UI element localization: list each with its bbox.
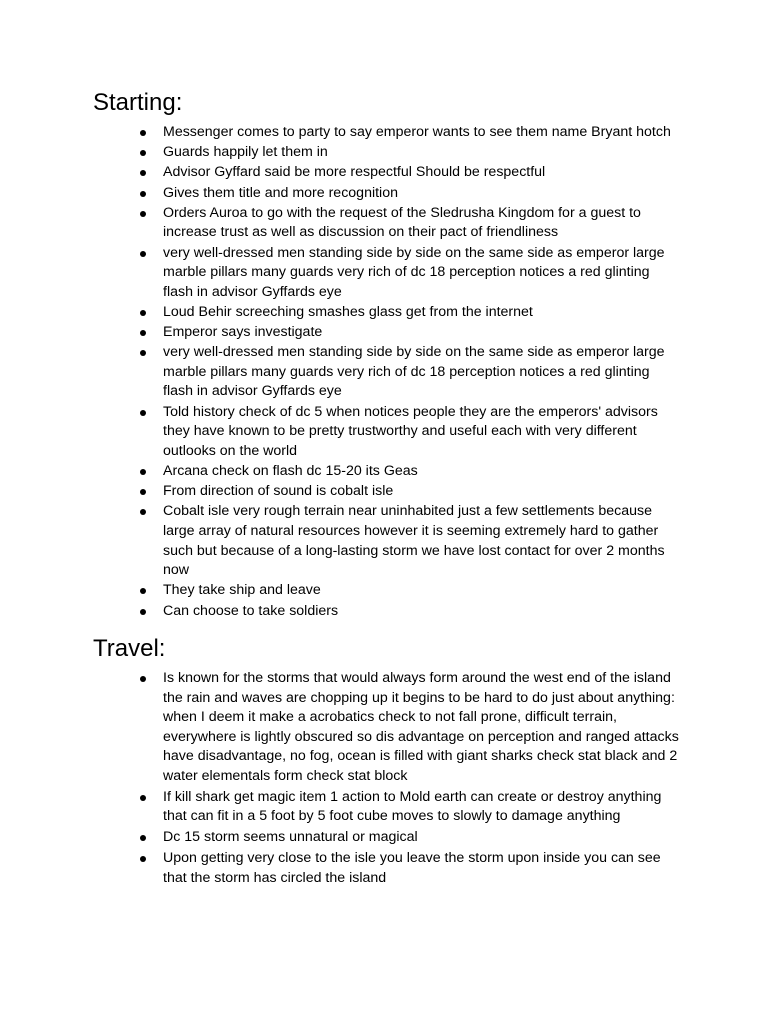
bullet-icon (140, 795, 146, 801)
list-item-text: Upon getting very close to the isle you leave the storm upon inside you can see that the storm has circled the island (163, 849, 661, 886)
list-item (93, 669, 693, 787)
list-item (93, 482, 693, 502)
bullet-icon (140, 856, 146, 862)
list-item-text: Told history check of dc 5 when notices people they are the emperors' advisors they have known to be pretty trustworthy and useful each with very different outlooks on the world (163, 403, 658, 459)
list-item (93, 403, 693, 462)
section-travel (93, 634, 693, 889)
list-item (93, 502, 693, 580)
bullet-icon (140, 310, 146, 316)
list-item (93, 849, 693, 888)
bullet-icon (140, 350, 146, 356)
bullet-icon (140, 410, 146, 416)
list-item (93, 303, 693, 323)
list-item-text: If kill shark get magic item 1 action to Mold earth can create or destroy anything that can fit in a 5 foot by 5 foot cube moves to slowly to damage anything (163, 788, 662, 825)
bullet-icon (140, 509, 146, 515)
list-item-text: Advisor Gyffard said be more respectful Should be respectful (163, 164, 546, 181)
list-item (93, 123, 693, 143)
list-item-text: Messenger comes to party to say emperor wants to see them name Bryant hotch (163, 124, 671, 140)
list-item (93, 244, 693, 303)
bullet-list-starting (93, 123, 693, 621)
list-item-text: Arcana check on flash dc 15-20 its Geas (163, 463, 418, 480)
list-item-text: Orders Auroa to go with the request of the Sledrusha Kingdom for a guest to increase trust as well as discussion on their pact of friendliness (163, 204, 641, 241)
section-heading-starting: Starting: (93, 89, 183, 116)
list-item-text: Is known for the storms that would always form around the west end of the island the rain and waves are chopping up it begins to be hard to do just about anything: when I deem it make a acrobatics check to not fall prone, difficult terrain, everywhere is lightly obscured so dis advantage on perception and ranged attacks have disadvantage, no fog, ocean is filled with giant sharks check stat black and 2 water elementals form check stat block (163, 670, 679, 784)
list-item (93, 143, 693, 163)
section-heading-travel: Travel: (93, 635, 166, 662)
bullet-icon (140, 251, 146, 257)
list-item-text: very well-dressed men standing side by side on the same side as emperor large marble pillars many guards very rich of dc 18 perception notices a red glinting flash in advisor Gyffards eye (163, 344, 665, 400)
list-item-text: Emperor says investigate (163, 324, 323, 341)
list-item-text: Cobalt isle very rough terrain near uninhabited just a few settlements because large array of natural resources however it is seeming extremely hard to gather such but because of a long-lasting storm we have lost contact for over 2 months now (163, 503, 665, 579)
bullet-list-travel (93, 669, 693, 888)
bullet-icon (140, 676, 146, 682)
bullet-icon (140, 150, 146, 156)
bullet-icon (140, 211, 146, 217)
list-item-text: Loud Behir screeching smashes glass get from the internet (163, 303, 533, 320)
list-item-text: very well-dressed men standing side by side on the same side as emperor large marble pillars many guards very rich of dc 18 perception notices a red glinting flash in advisor Gyffards eye (163, 244, 665, 300)
bullet-icon (140, 489, 146, 495)
list-item-text: They take ship and leave (163, 582, 321, 599)
section-starting (93, 88, 693, 622)
list-item (93, 788, 693, 827)
list-item (93, 343, 693, 402)
list-item (93, 462, 693, 482)
list-item-text: Can choose to take soldiers (163, 602, 339, 619)
list-item (93, 163, 693, 183)
list-item-text: Dc 15 storm seems unnatural or magical (163, 829, 418, 846)
list-item (93, 204, 693, 243)
list-item (93, 184, 693, 204)
bullet-icon (140, 588, 146, 594)
bullet-icon (140, 330, 146, 336)
bullet-icon (140, 469, 146, 475)
list-item-text: From direction of sound is cobalt isle (163, 483, 394, 500)
list-item (93, 323, 693, 343)
list-item (93, 581, 693, 601)
bullet-icon (140, 191, 146, 197)
bullet-icon (140, 835, 146, 841)
bullet-icon (140, 130, 146, 136)
bullet-icon (140, 609, 146, 615)
list-item (93, 828, 693, 848)
list-item-text: Guards happily let them in (163, 144, 328, 161)
bullet-icon (140, 170, 146, 176)
list-item-text: Gives them title and more recognition (163, 184, 398, 201)
list-item (93, 602, 693, 622)
